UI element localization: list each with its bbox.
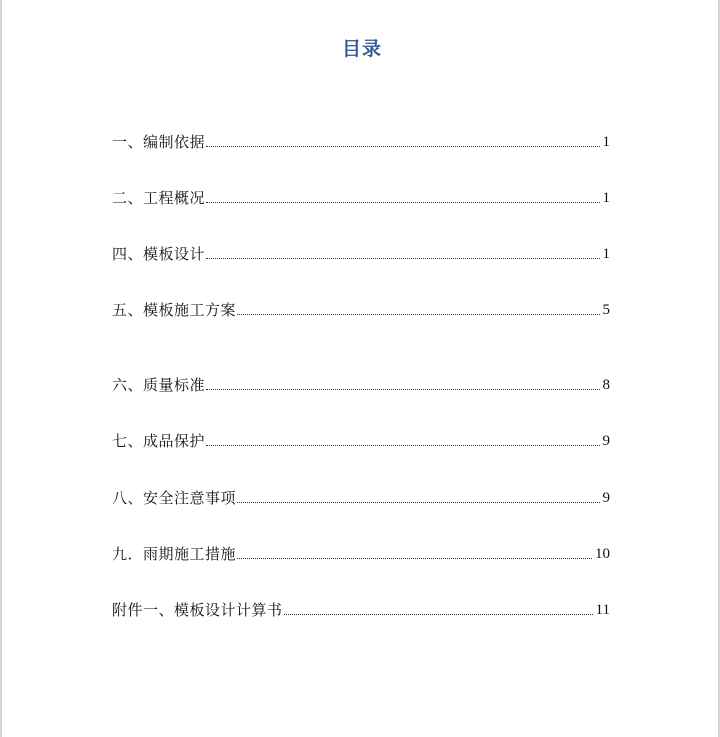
toc-entry-label: 一、编制依据	[112, 133, 206, 151]
toc-entry-label: 二、工程概况	[112, 189, 206, 207]
toc-entry[interactable]	[112, 542, 610, 564]
toc-leader	[206, 388, 599, 390]
toc-entry-page: 11	[595, 602, 610, 618]
toc-leader	[206, 257, 599, 259]
toc-entry-label: 七、成品保护	[112, 432, 206, 450]
toc-entry[interactable]	[112, 598, 610, 620]
toc-leader	[237, 557, 592, 559]
toc-entry-page: 9	[602, 433, 610, 449]
toc-leader	[206, 444, 599, 446]
toc-entry[interactable]	[112, 130, 610, 152]
toc-entry-page: 5	[602, 302, 610, 318]
toc-entry-page: 1	[602, 134, 610, 150]
toc-leader	[237, 501, 599, 503]
toc-entry-label: 四、模板设计	[112, 245, 206, 263]
toc-entry[interactable]	[112, 298, 610, 320]
toc-leader	[284, 613, 593, 615]
toc-leader	[237, 313, 599, 315]
toc-entry-page: 1	[602, 246, 610, 262]
toc-entry[interactable]	[112, 242, 610, 264]
toc-entry[interactable]	[112, 186, 610, 208]
toc-entry-label: 五、模板施工方案	[112, 301, 237, 319]
toc-entry[interactable]	[112, 486, 610, 508]
toc-entry[interactable]	[112, 373, 610, 395]
toc-leader	[206, 145, 599, 147]
toc-entry[interactable]	[112, 429, 610, 451]
toc-title: 目录	[341, 38, 382, 60]
toc-entry-page: 8	[602, 377, 610, 393]
toc-leader	[206, 201, 599, 203]
toc-entry-label: 附件一、模板设计计算书	[112, 601, 283, 619]
toc-entry-page: 1	[602, 190, 610, 206]
toc-entry-page: 10	[595, 546, 610, 562]
toc-entry-page: 9	[602, 490, 610, 506]
toc-entry-label: 九．雨期施工措施	[112, 545, 237, 563]
toc-entry-label: 六、质量标准	[112, 376, 206, 394]
toc-entry-label: 八、安全注意事项	[112, 489, 237, 507]
